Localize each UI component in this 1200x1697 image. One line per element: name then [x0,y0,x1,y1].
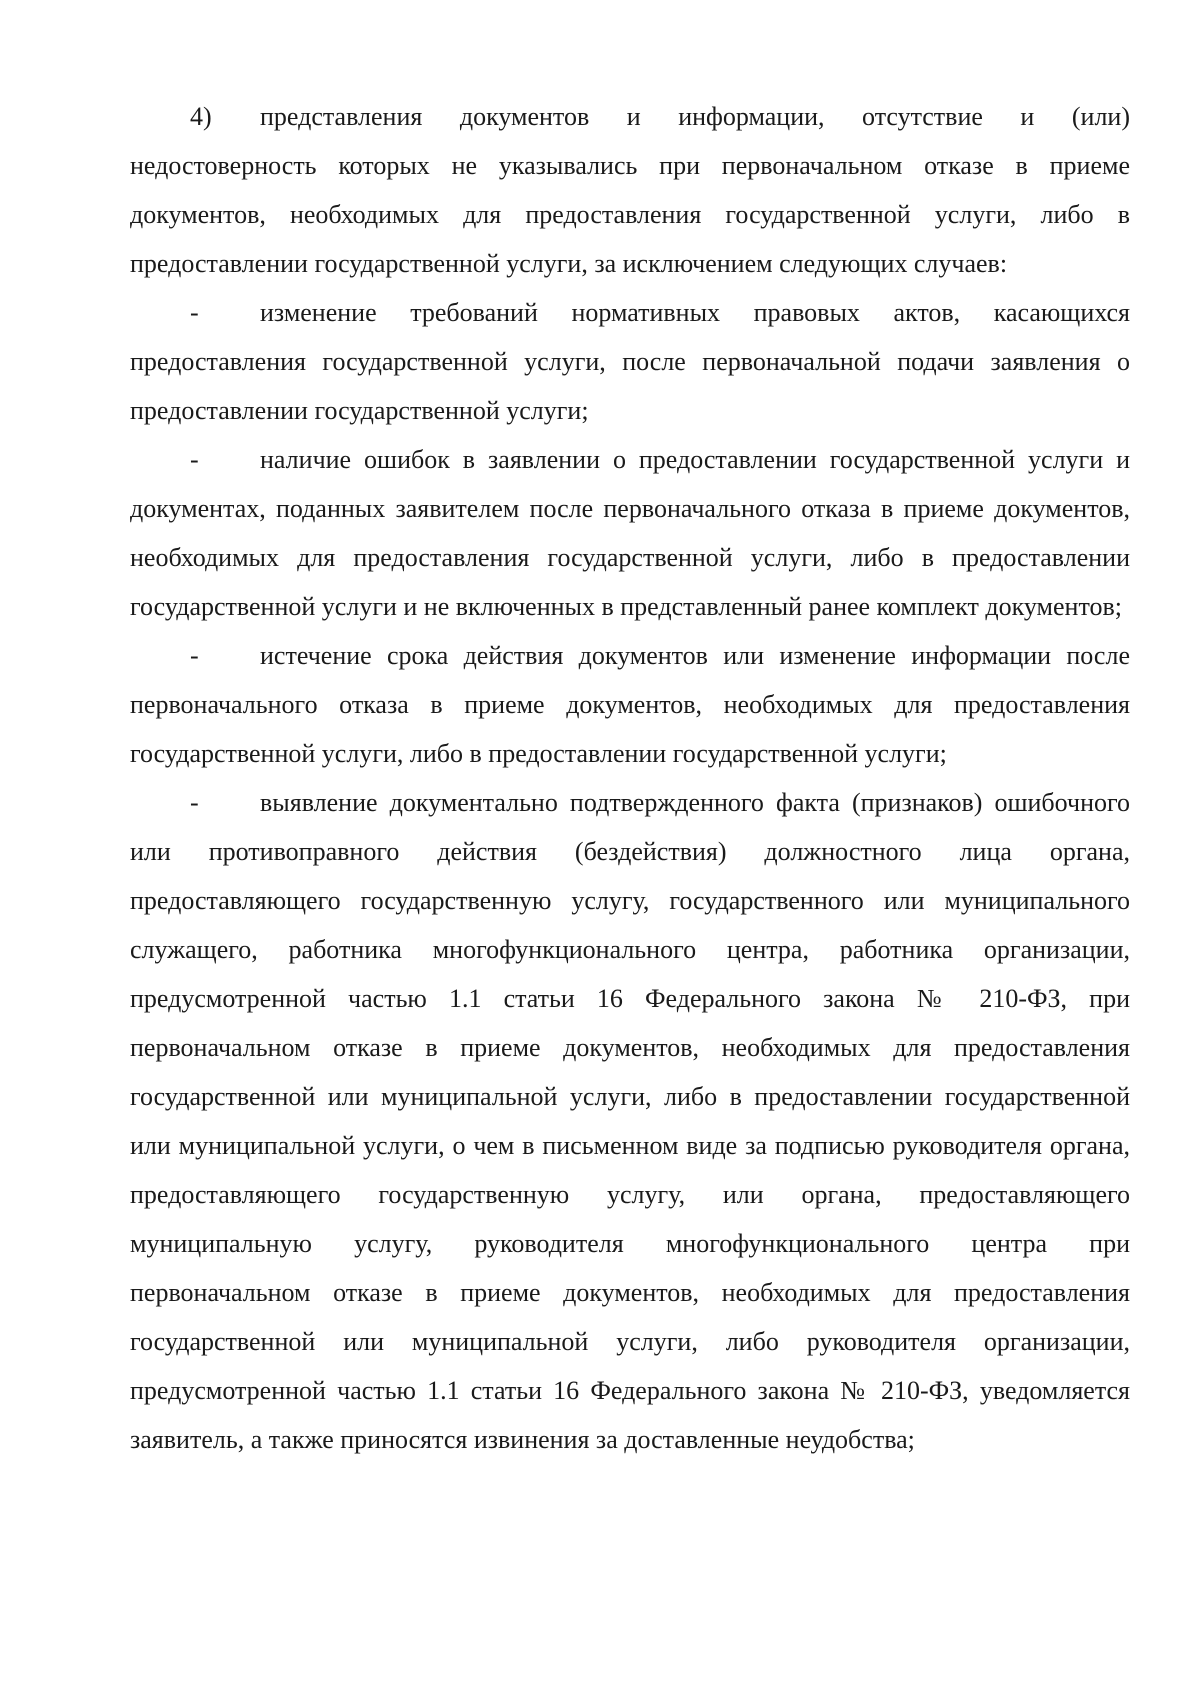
document-body [130,92,1130,1464]
paragraph-text: выявление документально подтвержденного факта (признаков) ошибочного или противоправного действия (бездействия) должностного лица органа, предоставляющего государственную услугу, государственного или муниципального служащего, работника многофункционального центра, работника организации, предусмотренной частью 1.1 статьи 16 Федерального закона № 210-ФЗ, при первоначальном отказе в приеме документов, необходимых для предоставления государственной или муниципальной услуги, либо в предоставлении государственной или муниципальной услуги, о чем в письменном виде за подписью руководителя органа, предоставляющего государственную услугу, или органа, предоставляющего муниципальную услугу, руководителя многофункционального центра при первоначальном отказе в приеме документов, необходимых для предоставления государственной или муниципальной услуги, либо руководителя организации, предусмотренной частью 1.1 статьи 16 Федерального закона № 210-ФЗ, уведомляется заявитель, а также приносятся извинения за доставленные неудобства; [130,788,1130,1454]
list-marker: 4) [190,102,212,131]
paragraph-text: наличие ошибок в заявлении о предоставлении государственной услуги и документах, поданных заявителем после первоначального отказа в приеме документов, необходимых для предоставления государственной услуги, либо в предоставлении государственной услуги и не включенных в представленный ранее комплект документов; [130,445,1130,621]
list-marker: - [190,641,199,670]
paragraph-text: изменение требований нормативных правовых актов, касающихся предоставления государственной услуги, после первоначальной подачи заявления о предоставлении государственной услуги; [130,298,1130,425]
list-marker: - [190,445,199,474]
paragraph-item-4 [130,92,1130,288]
paragraph-dash-item [130,288,1130,435]
list-marker: - [190,788,199,817]
paragraph-text: представления документов и информации, отсутствие и (или) недостоверность которых не указывались при первоначальном отказе в приеме документов, необходимых для предоставления государственной услуги, либо в предоставлении государственной услуги, за исключением следующих случаев: [130,102,1130,278]
paragraph-text: истечение срока действия документов или изменение информации после первоначального отказа в приеме документов, необходимых для предоставления государственной услуги, либо в предоставлении государственной услуги; [130,641,1130,768]
paragraph-dash-item [130,435,1130,631]
paragraph-dash-item [130,778,1130,1464]
list-marker: - [190,298,199,327]
paragraph-dash-item [130,631,1130,778]
